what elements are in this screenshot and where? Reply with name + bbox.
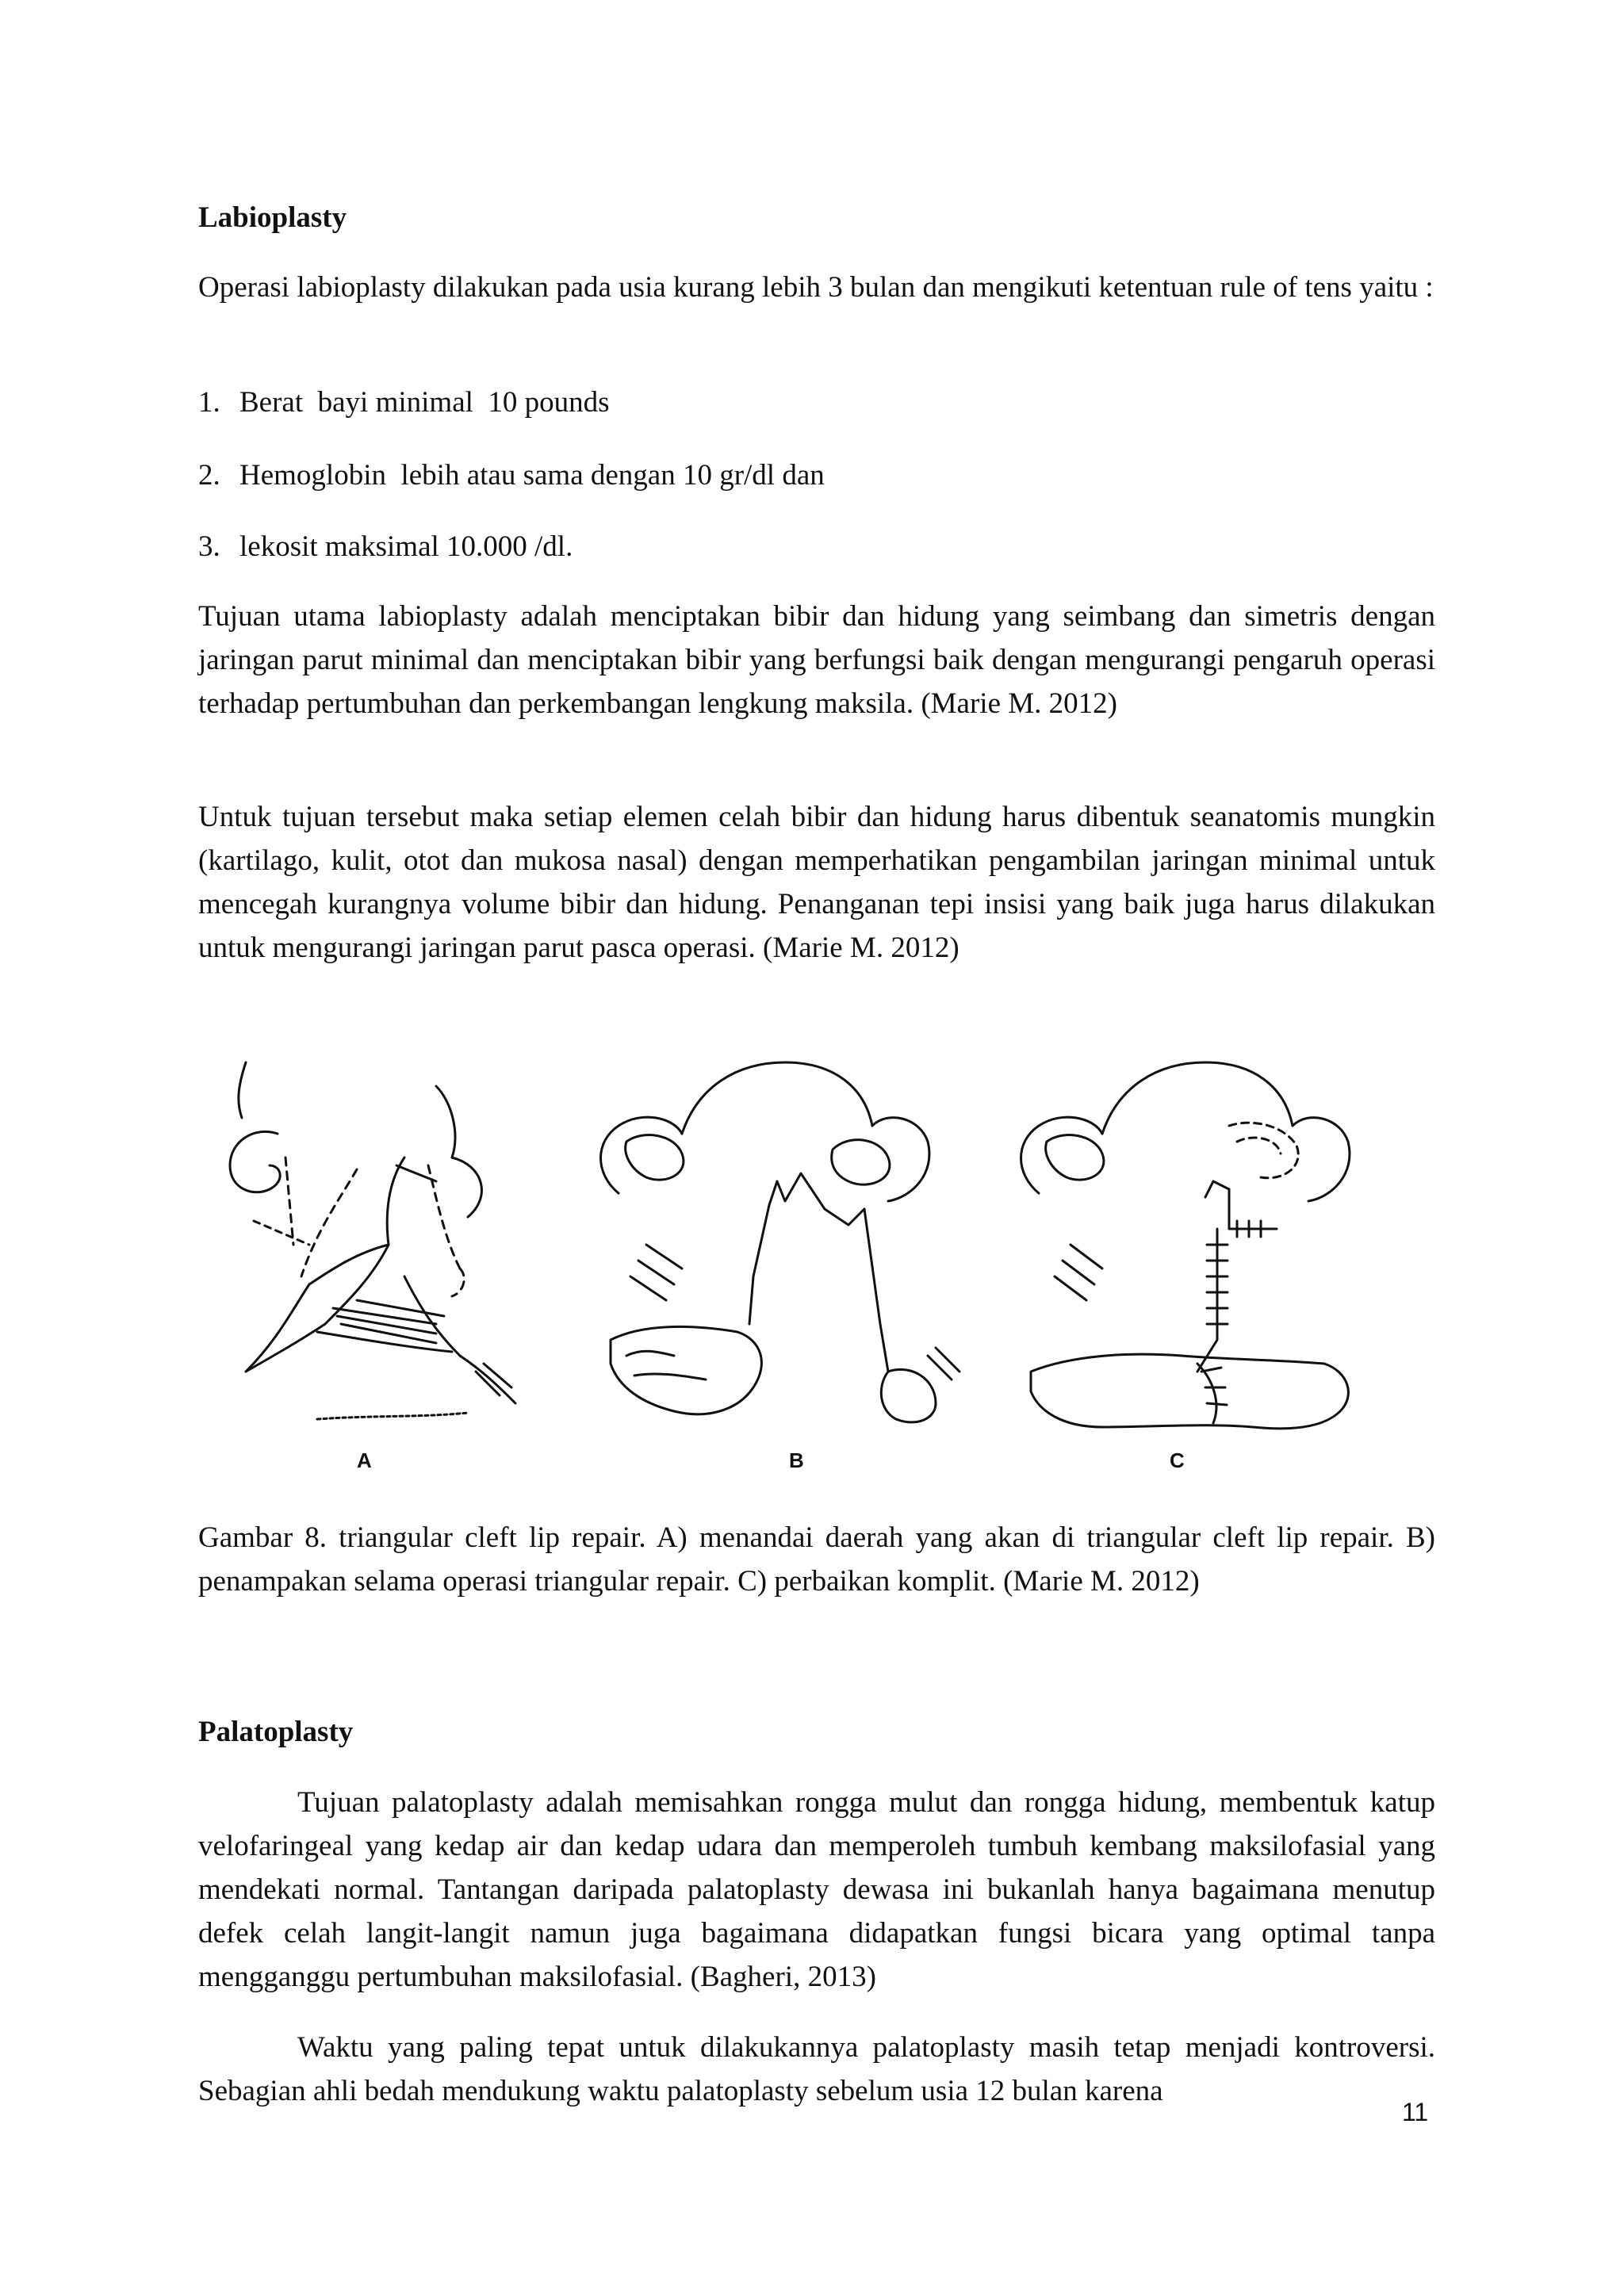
paragraph-labioplasty-intro: Operasi labioplasty dilakukan pada usia kurang lebih 3 bulan dan mengikuti ketentuan rule of tens yaitu : (198, 271, 1434, 304)
paragraph-labioplasty-technique: Untuk tujuan tersebut maka setiap elemen celah bibir dan hidung harus dibentuk seanatomis mungkin (kartilago, kulit, otot dan mukosa nasal) dengan memperhatikan pengambilan jaringan minimal untuk mencegah kurangnya volume bibir dan hidung. Penanganan tepi insisi yang baik juga harus dilakukan untuk mengurangi jaringan parut pasca operasi. (Marie M. 2012) (198, 801, 1435, 964)
figure-label-a: A (357, 1448, 372, 1472)
heading-labioplasty: Labioplasty (198, 201, 347, 234)
cleft-lip-illustration (198, 1039, 1435, 1483)
figure-label-c: C (1170, 1448, 1185, 1472)
list-item-text: lekosit maksimal 10.000 /dl. (239, 530, 573, 563)
list-item-text: Berat bayi minimal 10 pounds (239, 386, 610, 419)
figure-label-b: B (789, 1448, 804, 1472)
figure-caption: Gambar 8. triangular cleft lip repair. A) menandai daerah yang akan di triangular cleft lip repair. B) penampakan selama operasi triangular repair. C) perbaikan komplit. (Marie M. 2012) (198, 1521, 1435, 1598)
list-item-text: Hemoglobin lebih atau sama dengan 10 gr/dl dan (239, 459, 825, 492)
list-item (198, 529, 573, 565)
list-item-number: 1. (198, 386, 220, 419)
cleft-lip-repair-figure (198, 1039, 1435, 1483)
panel-c-drawing (1021, 1062, 1350, 1429)
panel-b-drawing (601, 1062, 960, 1422)
list-item-number: 3. (198, 530, 220, 563)
paragraph-palatoplasty-goal: Tujuan palatoplasty adalah memisahkan rongga mulut dan rongga hidung, membentuk katup velofaringeal yang kedap air dan kedap udara dan memperoleh tumbuh kembang maksilofasial yang mendekati normal. Tantangan daripada palatoplasty dewasa ini bukanlah hanya bagaimana menutup defek celah langit-langit namun juga bagaimana didapatkan fungsi bicara yang optimal tanpa mengganggu pertumbuhan maksilofasial. (Bagheri, 2013) (198, 1786, 1435, 1993)
page-number: 11 (1402, 2098, 1429, 2126)
heading-palatoplasty: Palatoplasty (198, 1716, 354, 1748)
list-item-number: 2. (198, 459, 220, 492)
panel-a-drawing (230, 1062, 515, 1419)
paragraph-labioplasty-goal: Tujuan utama labioplasty adalah menciptakan bibir dan hidung yang seimbang dan simetris dengan jaringan parut minimal dan menciptakan bibir yang berfungsi baik dengan mengurangi pengaruh operasi terhadap pertumbuhan dan perkembangan lengkung maksila. (Marie M. 2012) (198, 600, 1435, 720)
paragraph-palatoplasty-timing: Waktu yang paling tepat untuk dilakukannya palatoplasty masih tetap menjadi kontroversi. Sebagian ahli bedah mendukung waktu palatoplasty sebelum usia 12 bulan karena (198, 2031, 1435, 2107)
list-item (198, 457, 825, 494)
list-item (198, 385, 610, 421)
